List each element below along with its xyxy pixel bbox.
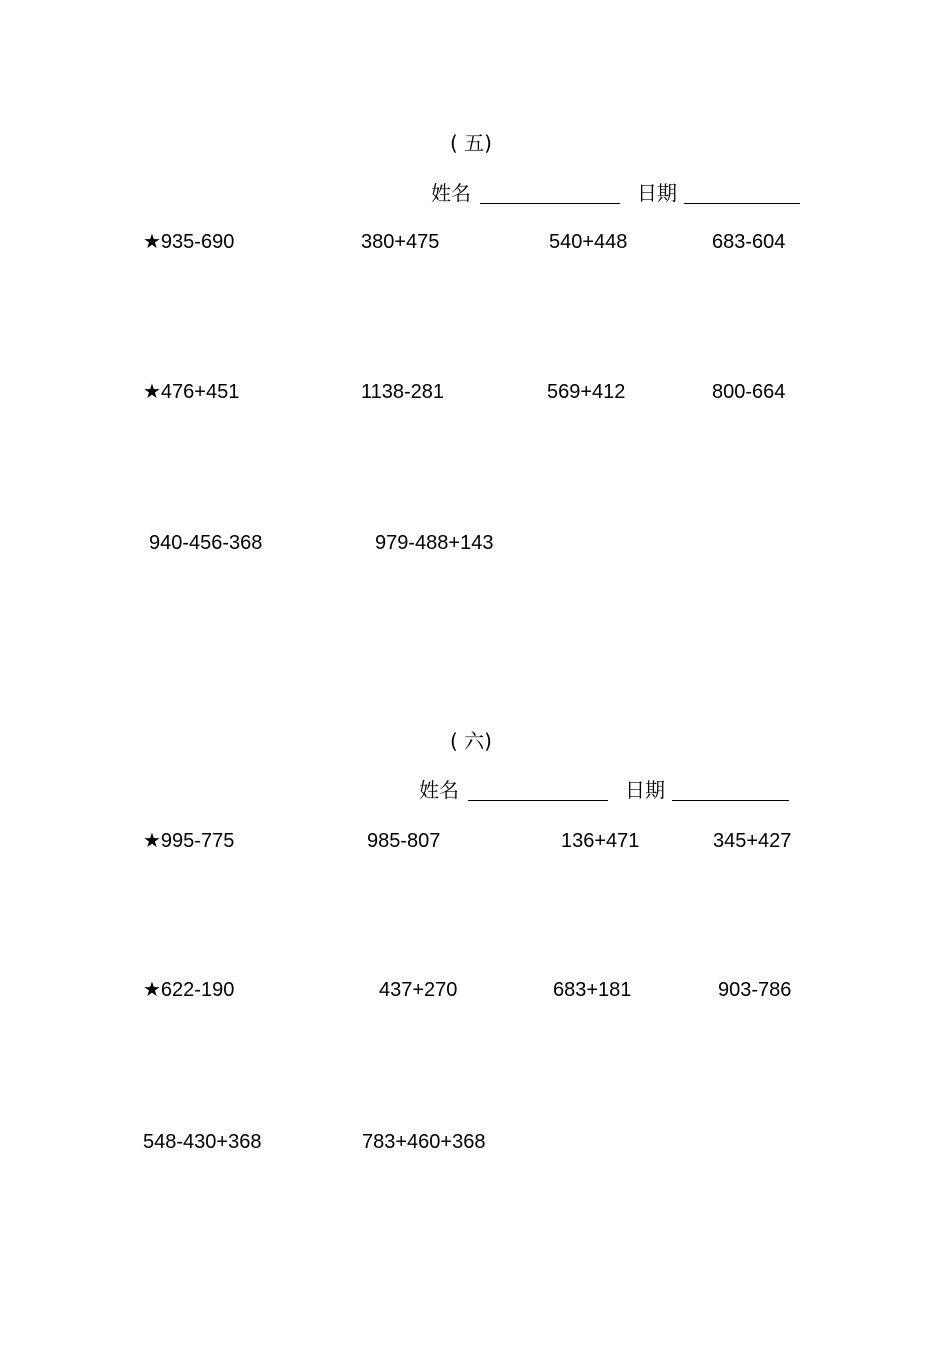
problem: 979-488+143	[375, 532, 494, 554]
name-label: 姓名	[419, 778, 459, 802]
problem: 985-807	[367, 830, 441, 852]
date-label: 日期	[637, 181, 677, 205]
date-label: 日期	[625, 778, 665, 802]
problem: 540+448	[549, 231, 628, 253]
problem: 380+475	[361, 231, 440, 253]
problem: 1138-281	[361, 381, 445, 403]
name-blank[interactable]	[480, 203, 620, 204]
problem: 783+460+368	[362, 1131, 486, 1153]
name-label: 姓名	[431, 181, 471, 205]
problem: ★995-775	[143, 830, 235, 852]
problem: 437+270	[379, 979, 458, 1001]
problem: 683+181	[553, 979, 632, 1001]
section-title: ( 六)	[450, 729, 492, 753]
problem: 548-430+368	[143, 1131, 262, 1153]
problem: 569+412	[547, 381, 626, 403]
section-title: ( 五)	[450, 131, 492, 155]
problem: ★622-190	[143, 979, 235, 1001]
problem: 940-456-368	[149, 532, 263, 554]
problem: 800-664	[712, 381, 786, 403]
problem: 136+471	[561, 830, 640, 852]
problem: ★935-690	[143, 231, 235, 253]
problem: ★476+451	[143, 381, 240, 403]
date-blank[interactable]	[672, 800, 789, 801]
date-blank[interactable]	[684, 203, 800, 204]
problem: 903-786	[718, 979, 792, 1001]
problem: 345+427	[713, 830, 792, 852]
problem: 683-604	[712, 231, 786, 253]
name-blank[interactable]	[468, 800, 608, 801]
